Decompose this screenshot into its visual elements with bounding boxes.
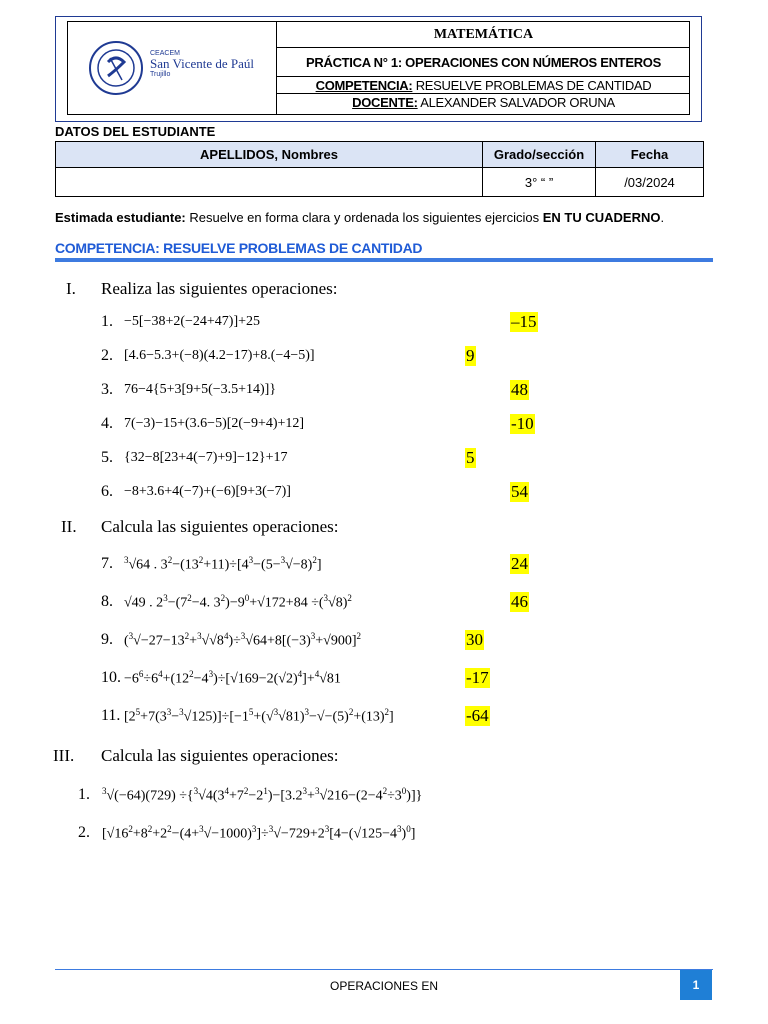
exercise-10-expression: $-6^6\div 6^4+(12^2-4^3)\div[√169-2(√2)^4]+^4√81$ bbox=[124, 669, 341, 687]
section-3-title: Calcula las siguientes operaciones: bbox=[101, 746, 339, 765]
exercise-11-expression: $[2^5+7(3^3-^3√125)]\div[-1^5+(√^3√81)^3-√-(5)^2+(13)^2]$ bbox=[124, 707, 394, 725]
exercise-3-number: 3. bbox=[101, 381, 113, 398]
exercise-11-answer: -64 bbox=[466, 706, 489, 725]
exercise-2-number: 2. bbox=[101, 347, 113, 364]
exercise-8-number: 8. bbox=[101, 593, 113, 610]
exercise-9-number: 9. bbox=[101, 631, 113, 648]
exercise-12-expression: $^3√(-64)(729) \div\{^3√4(3^4+7^2-2^1)-[3.2^3+^3√216-(2-4^2\div 3^0)]\}$ bbox=[102, 786, 423, 804]
exercise-7-expression: $^3$√64 . $3^2-(13^2+11)\div[4^3-(5-^3√-8)^2]$ bbox=[124, 555, 322, 573]
school-logo-icon bbox=[88, 40, 144, 96]
exercise-6-expression: −8+3.6+4(−7)+(−6)[9+3(−7)] bbox=[124, 484, 291, 499]
instructions-end: . bbox=[660, 210, 665, 225]
teacher-row bbox=[277, 94, 690, 111]
exercise-8-answer: 46 bbox=[511, 592, 528, 611]
exercise-9-expression: $(^3√-27-13^2+^3√√8^4)\div^3√64+8[(-3)^3+√900]^2$ bbox=[124, 631, 362, 649]
exercise-3-answer: 48 bbox=[511, 380, 528, 399]
exercise-5-number: 5. bbox=[101, 449, 113, 466]
exercise-6-answer: 54 bbox=[511, 482, 528, 501]
instructions-emphasis: EN TU CUADERNO bbox=[542, 210, 661, 225]
section-3-numeral: III. bbox=[53, 746, 75, 765]
competence-row bbox=[277, 77, 690, 94]
instructions-label: Estimada estudiante: bbox=[55, 210, 186, 225]
exercise-4-answer: -10 bbox=[511, 414, 534, 433]
competence-value: RESUELVE PROBLEMAS DE CANTIDAD bbox=[415, 78, 652, 93]
logo-line3: Trujillo bbox=[150, 71, 171, 78]
instructions bbox=[55, 210, 664, 225]
exercise-1-number: 1. bbox=[101, 313, 113, 330]
student-section-title: DATOS DEL ESTUDIANTE bbox=[55, 124, 216, 139]
competence-divider bbox=[55, 258, 713, 262]
section-2-numeral: II. bbox=[61, 517, 77, 536]
teacher-value: ALEXANDER SALVADOR ORUNA bbox=[420, 95, 615, 110]
exercise-1-expression: −5[−38+2(−24+47)]+25 bbox=[124, 314, 261, 329]
exercise-2-expression: [4.6−5.3+(−8)(4.2−17)+8.(−4−5)] bbox=[124, 348, 315, 363]
exercise-7-answer: 24 bbox=[511, 554, 528, 573]
instructions-text: Resuelve en forma clara y ordenada los siguientes ejercicios bbox=[185, 210, 543, 225]
exercise-7-number: 7. bbox=[101, 555, 113, 572]
subject-title: MATEMÁTICA bbox=[277, 21, 690, 48]
practice-title: PRÁCTICA N° 1: OPERACIONES CON NÚMEROS ENTEROS bbox=[277, 48, 690, 77]
exercise-8-expression: √49 . $2^3-(7^2-4$. $3^2)-9^0+√172+84 \div(^3√8)^2$ bbox=[124, 593, 352, 611]
section-2-title: Calcula las siguientes operaciones: bbox=[101, 517, 339, 536]
exercise-4-expression: 7(−3)−15+(3.6−5)[2(−9+4)+12] bbox=[124, 416, 305, 431]
page-number: 1 bbox=[680, 970, 712, 1000]
exercise-9-answer: 30 bbox=[466, 630, 483, 649]
exercise-4-number: 4. bbox=[101, 415, 113, 432]
exercise-5-answer: 5 bbox=[466, 448, 475, 467]
logo-line2: San Vicente de Paúl bbox=[150, 56, 255, 71]
col-header-name: APELLIDOS, Nombres bbox=[55, 141, 483, 168]
teacher-label: DOCENTE: bbox=[352, 95, 418, 110]
exercise-11-number: 11. bbox=[101, 707, 121, 724]
exercise-1-answer: –15 bbox=[511, 312, 537, 331]
competence-banner: COMPETENCIA: RESUELVE PROBLEMAS DE CANTIDAD bbox=[55, 240, 423, 256]
exercise-10-answer: -17 bbox=[466, 668, 489, 687]
exercise-6-number: 6. bbox=[101, 483, 113, 500]
exercise-10-number: 10. bbox=[101, 669, 121, 686]
exercise-5-expression: {32−8[23+4(−7)+9]−12}+17 bbox=[124, 450, 288, 465]
competence-label: COMPETENCIA: bbox=[315, 78, 413, 93]
exercise-12-number: 1. bbox=[78, 786, 90, 803]
student-date-field[interactable]: /03/2024 bbox=[595, 167, 704, 197]
col-header-date: Fecha bbox=[595, 141, 704, 168]
exercise-13-number: 2. bbox=[78, 824, 90, 841]
col-header-grade: Grado/sección bbox=[482, 141, 596, 168]
exercise-2-answer: 9 bbox=[466, 346, 475, 365]
footer-text: OPERACIONES EN bbox=[329, 979, 439, 993]
section-1-numeral: I. bbox=[66, 279, 76, 298]
exercise-13-expression: $[√16^2+8^2+2^2-(4+^3√-1000)^3]\div^3√-729+2^3[4-(√125-4^3)^0]$ bbox=[102, 824, 416, 842]
section-1-title: Realiza las siguientes operaciones: bbox=[101, 279, 338, 298]
footer-divider bbox=[55, 969, 713, 970]
exercise-3-expression: 76−4{5+3[9+5(−3.5+14)]} bbox=[124, 382, 277, 397]
student-grade-field[interactable]: 3° “ ” bbox=[482, 167, 596, 197]
logo-line1: CEACEM bbox=[150, 50, 180, 57]
student-name-field[interactable] bbox=[55, 167, 483, 197]
